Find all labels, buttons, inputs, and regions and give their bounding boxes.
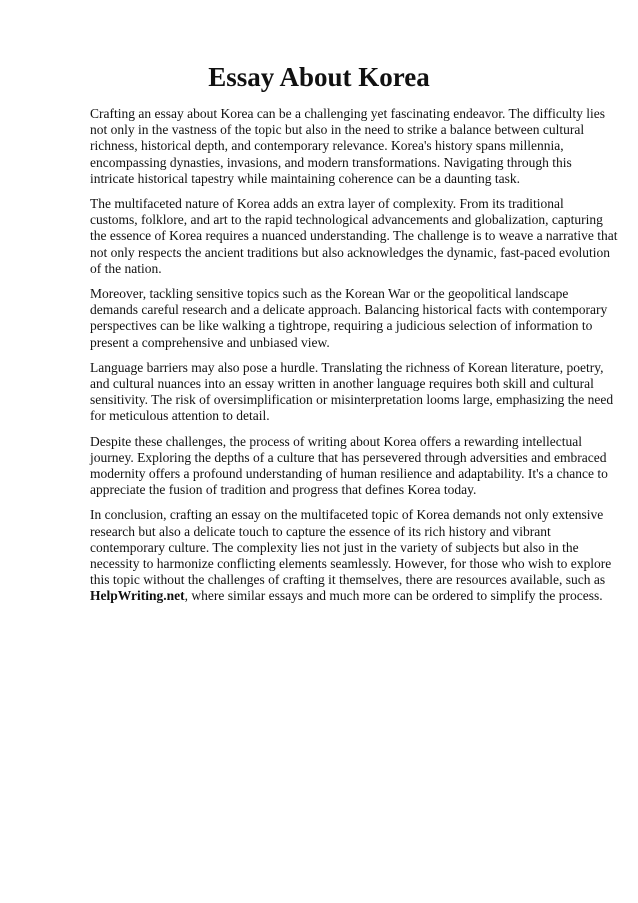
text-line: not only respects the ancient traditions but also acknowledges the dynamic, fast-paced evolution [90, 244, 610, 260]
text-line: this topic without the challenges of crafting it themselves, there are resources available, such as [90, 572, 606, 588]
paragraph-1 [90, 106, 622, 187]
text-line: the essence of Korea requires a nuanced understanding. The challenge is to weave a narrative that [90, 228, 618, 244]
text-line: present a comprehensive and unbiased view. [90, 334, 330, 350]
paragraph-5 [90, 434, 622, 499]
paragraph-6 [90, 507, 622, 604]
text-line: necessity to harmonize conflicting elements seamlessly. However, for those who wish to explore [90, 556, 612, 572]
text-line: Language barriers may also pose a hurdle. Translating the richness of Korean literature, poetry, [90, 359, 604, 375]
brand-link[interactable]: HelpWriting.net [90, 588, 185, 604]
text-line: journey. Exploring the depths of a culture that has persevered through adversities and embraced [90, 449, 607, 465]
document-title: Essay About Korea [208, 62, 430, 92]
paragraph-2 [90, 196, 622, 277]
paragraph-3 [90, 286, 622, 351]
text-line: and cultural nuances into an essay written in another language requires both skill and cultural [90, 376, 594, 392]
text-line: encompassing dynasties, invasions, and modern transformations. Navigating through this [90, 154, 572, 170]
text-line: perspectives can be like walking a tightrope, requiring a judicious selection of information to [90, 318, 593, 334]
text-line: customs, folklore, and art to the rapid technological advancements and globalization, capturing [90, 212, 603, 228]
text-line: contemporary culture. The complexity lies not just in the variety of subjects but also in the [90, 539, 579, 555]
text-line: demands careful research and a delicate approach. Balancing historical facts with contemporary [90, 302, 608, 318]
text-line: The multifaceted nature of Korea adds an extra layer of complexity. From its traditional [90, 196, 564, 212]
text-line: Despite these challenges, the process of writing about Korea offers a rewarding intellectual [90, 433, 582, 449]
text-line: intricate historical tapestry while maintaining coherence can be a daunting task. [90, 170, 520, 186]
text-line: modernity offers a profound understanding of human resilience and adaptability. It's a chance to [90, 466, 608, 482]
text-line: appreciate the fusion of tradition and progress that defines Korea today. [90, 482, 477, 498]
text-line: not only in the vastness of the topic but also in the need to strike a balance between cultural [90, 122, 585, 138]
text-line: of the nation. [90, 260, 162, 276]
text-line: sensitivity. The risk of oversimplification or misinterpretation looms large, emphasizing the need [90, 392, 614, 408]
text-line: Crafting an essay about Korea can be a challenging yet fascinating endeavor. The difficulty lies [90, 106, 605, 121]
text-line: for meticulous attention to detail. [90, 408, 270, 424]
text-line-final [90, 588, 622, 604]
text-line: Moreover, tackling sensitive topics such as the Korean War or the geopolitical landscape [90, 286, 569, 302]
text-line-rest: , where similar essays and much more can be ordered to simplify the process. [184, 588, 603, 604]
text-line: research but also a delicate touch to capture the essence of its rich history and vibrant [90, 523, 551, 539]
text-line: richness, historical depth, and contemporary relevance. Korea's history spans millennia, [90, 138, 564, 154]
paragraph-4 [90, 360, 622, 425]
document-body [90, 106, 622, 614]
text-line: In conclusion, crafting an essay on the multifaceted topic of Korea demands not only extensive [90, 507, 604, 523]
